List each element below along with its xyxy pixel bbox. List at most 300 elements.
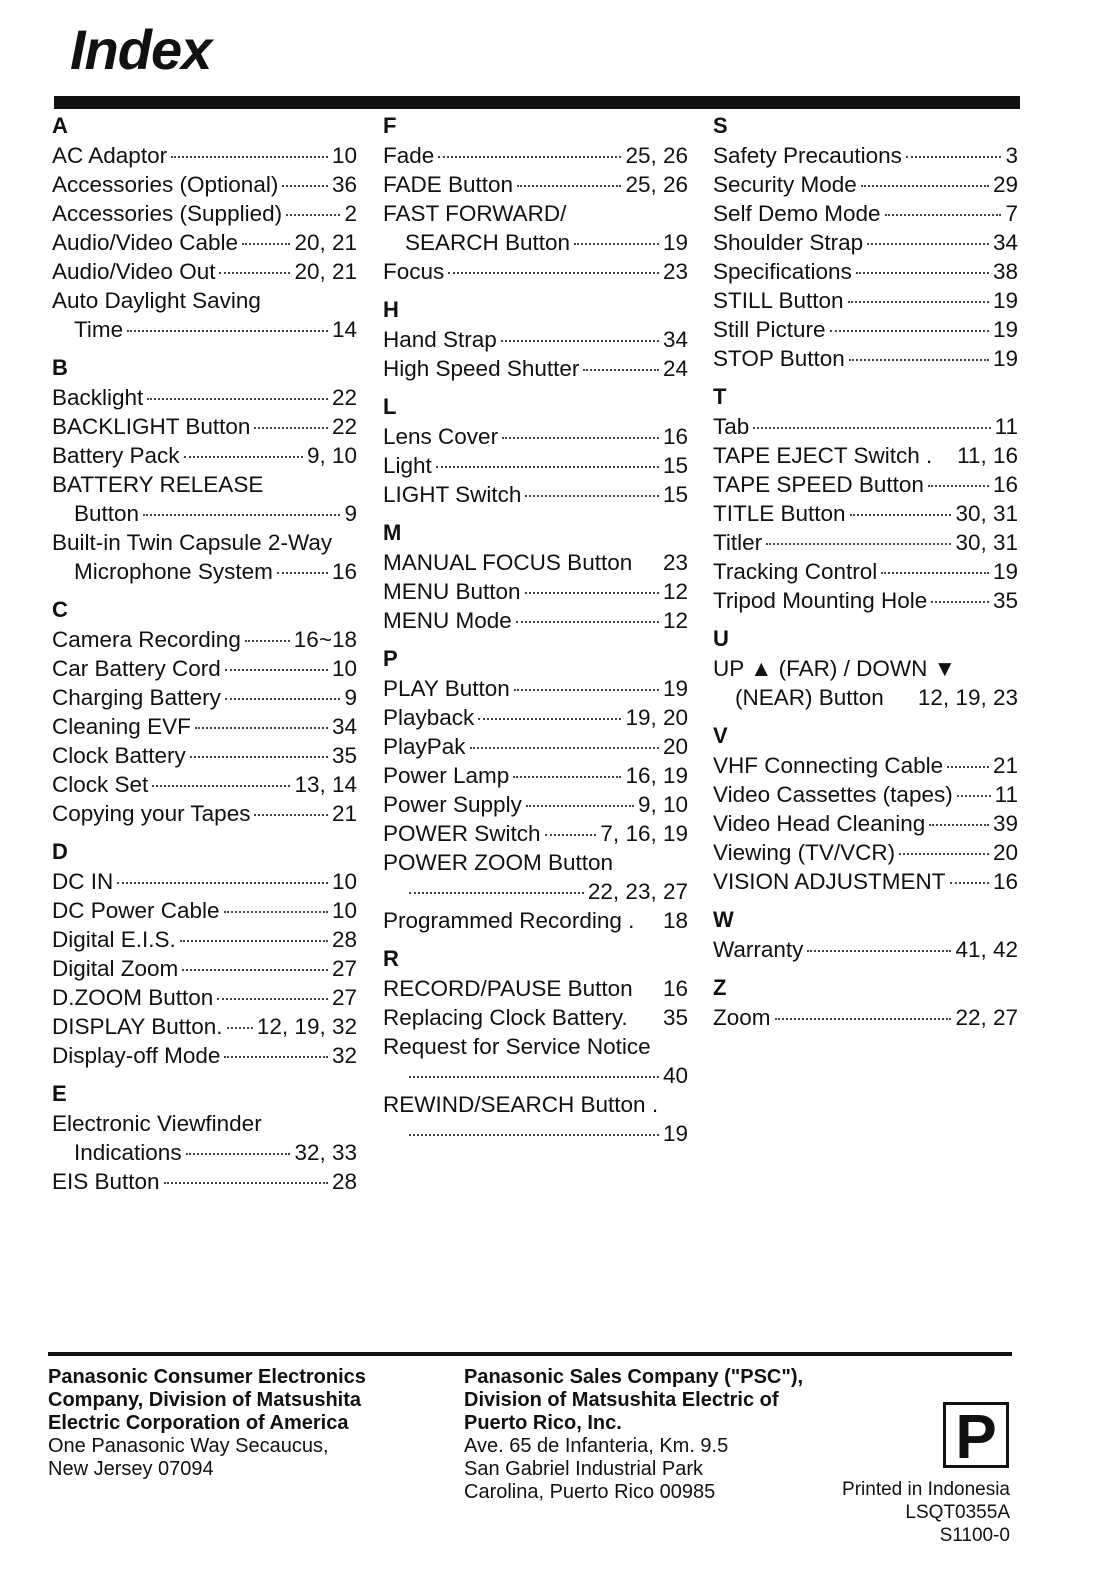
printed-in: Printed in Indonesia [842, 1479, 1010, 1500]
dot-leader [245, 640, 290, 642]
page-number: 19 [662, 676, 688, 701]
entry-label: FAST FORWARD/ [383, 201, 567, 226]
dot-leader [526, 805, 634, 807]
index-entry [713, 867, 1018, 896]
entry-line [713, 228, 1018, 257]
entry-label: Microphone System [74, 559, 273, 584]
page-number: 27 [331, 956, 357, 981]
index-section [713, 972, 1018, 1032]
entry-line [52, 170, 357, 199]
dot-leader [171, 156, 328, 158]
entry-line [52, 412, 357, 441]
page-number: 3 [1005, 143, 1018, 168]
dot-leader [143, 514, 340, 516]
entry-line [383, 877, 688, 906]
index-section [713, 904, 1018, 964]
index-section [713, 110, 1018, 373]
entry-line [52, 315, 357, 344]
address-line: Company, Division of Matsushita [48, 1389, 361, 1411]
bottom-rule [48, 1352, 1012, 1356]
index-entry [713, 344, 1018, 373]
index-entry [383, 732, 688, 761]
entry-label: Battery Pack [52, 443, 180, 468]
page-number: 23 [662, 259, 688, 284]
address-line: Puerto Rico, Inc. [464, 1412, 622, 1434]
entry-label: Power Lamp [383, 763, 510, 788]
entry-line [52, 228, 357, 257]
page-number: 12 [662, 608, 688, 633]
index-entry [713, 170, 1018, 199]
index-column-1 [52, 110, 357, 1196]
dot-leader [225, 698, 341, 700]
entry-line [52, 499, 357, 528]
dot-leader [242, 243, 290, 245]
dot-leader [438, 156, 621, 158]
entry-line [713, 528, 1018, 557]
index-entry [52, 867, 357, 896]
index-entry [713, 315, 1018, 344]
address-line: One Panasonic Way Secaucus, [48, 1435, 329, 1457]
index-entry [52, 257, 357, 286]
entry-label: Display-off Mode [52, 1043, 221, 1068]
index-entry [52, 712, 357, 741]
page-number: 19, 20 [625, 705, 688, 730]
dot-leader [219, 272, 290, 274]
section-letter: P [383, 646, 398, 671]
entry-line [713, 683, 1018, 712]
page-number: 23 [662, 550, 688, 575]
entry-label: UP ▲ (FAR) / DOWN ▼ [713, 656, 956, 681]
entry-label: Audio/Video Cable [52, 230, 238, 255]
section-letter: M [383, 520, 402, 545]
index-entry [52, 412, 357, 441]
entry-line [383, 606, 688, 635]
page-number: 16 [992, 472, 1018, 497]
page-number: 22 [331, 385, 357, 410]
entry-label: Fade [383, 143, 435, 168]
address-usa [48, 1366, 366, 1481]
entry-label: Video Cassettes (tapes) [713, 782, 953, 807]
section-letter: L [383, 394, 397, 419]
entry-line [52, 141, 357, 170]
dot-leader [856, 272, 989, 274]
index-entry [713, 557, 1018, 586]
section-letter: B [52, 355, 68, 380]
entry-line [713, 412, 1018, 441]
index-entry [52, 470, 357, 528]
entry-label: MENU Button [383, 579, 521, 604]
index-entry [383, 548, 688, 577]
entry-line [52, 1012, 357, 1041]
page-number: 16 [662, 424, 688, 449]
entry-label: Warranty [713, 937, 804, 962]
entry-line [52, 654, 357, 683]
page-number: 22, 27 [955, 1005, 1018, 1030]
dot-leader [525, 495, 659, 497]
page-number: 28 [331, 1169, 357, 1194]
entry-label: POWER ZOOM Button [383, 850, 614, 875]
index-entry [383, 1090, 688, 1148]
index-section [383, 643, 688, 935]
index-entry [52, 441, 357, 470]
dot-leader [224, 911, 328, 913]
dot-leader [282, 185, 328, 187]
entry-label: Programmed Recording . [383, 908, 635, 933]
entry-line [383, 1061, 688, 1090]
index-entry [713, 1003, 1018, 1032]
dot-leader [766, 543, 951, 545]
index-entry [52, 1012, 357, 1041]
section-letter: D [52, 839, 68, 864]
page-number: 20, 21 [294, 230, 357, 255]
entry-label: Tab [713, 414, 750, 439]
index-section [713, 720, 1018, 896]
entry-line [52, 441, 357, 470]
dot-leader [409, 1076, 659, 1078]
index-entry [713, 286, 1018, 315]
entry-line [52, 770, 357, 799]
index-section [713, 381, 1018, 615]
revision-code: S1100-0 [939, 1525, 1010, 1546]
dot-leader [881, 572, 989, 574]
dot-leader [254, 814, 328, 816]
index-entry [713, 412, 1018, 441]
dot-leader [190, 756, 328, 758]
index-entry [383, 141, 688, 170]
entry-line [713, 838, 1018, 867]
entry-label: FADE Button [383, 172, 514, 197]
entry-line [713, 499, 1018, 528]
entry-line [383, 480, 688, 509]
section-letter: T [713, 384, 727, 409]
entry-label: PlayPak [383, 734, 466, 759]
entry-label: Accessories (Optional) [52, 172, 279, 197]
index-entry [52, 1109, 357, 1167]
entry-line [713, 780, 1018, 809]
index-section [383, 391, 688, 509]
top-rule [54, 96, 1020, 109]
page-number: 25, 26 [625, 172, 688, 197]
address-line: Ave. 65 de Infanteria, Km. 9.5 [464, 1435, 729, 1457]
index-entry [713, 586, 1018, 615]
page-number: 9, 10 [637, 792, 688, 817]
page-number: 7 [1005, 201, 1018, 226]
dot-leader [227, 1027, 253, 1029]
entry-line [383, 170, 688, 199]
dot-leader [957, 795, 991, 797]
index-entry [713, 654, 1018, 712]
dot-leader [525, 592, 659, 594]
entry-label: D.ZOOM Button [52, 985, 214, 1010]
dot-leader [931, 601, 989, 603]
entry-label: Copying your Tapes [52, 801, 251, 826]
entry-label: Auto Daylight Saving [52, 288, 261, 313]
index-entry [52, 683, 357, 712]
entry-line [383, 325, 688, 354]
page-number: 19 [662, 1121, 688, 1146]
entry-line [52, 954, 357, 983]
index-entry [52, 896, 357, 925]
dot-leader [517, 185, 621, 187]
page-number: 16 [992, 869, 1018, 894]
index-entry [713, 257, 1018, 286]
page-number: 41, 42 [955, 937, 1018, 962]
index-entry [383, 974, 688, 1003]
page-number: 39 [992, 811, 1018, 836]
index-entry [713, 780, 1018, 809]
index-entry [52, 1167, 357, 1196]
dot-leader [436, 466, 659, 468]
index-entry [713, 528, 1018, 557]
page-number: 19 [992, 317, 1018, 342]
page-number: 30, 31 [955, 501, 1018, 526]
page-number: 27 [331, 985, 357, 1010]
entry-label: High Speed Shutter [383, 356, 580, 381]
entry-line [383, 1003, 688, 1032]
index-entry [52, 228, 357, 257]
page-number: 10 [331, 898, 357, 923]
entry-label: Car Battery Cord [52, 656, 221, 681]
page-number: 20 [662, 734, 688, 759]
index-section [52, 110, 357, 344]
index-entry [52, 1041, 357, 1070]
index-entry [713, 809, 1018, 838]
entry-label: Accessories (Supplied) [52, 201, 283, 226]
entry-label: EIS Button [52, 1169, 160, 1194]
index-entry [52, 199, 357, 228]
address-puerto-rico [464, 1366, 803, 1504]
page-number: 10 [331, 869, 357, 894]
dot-leader [127, 330, 328, 332]
page-number: 19 [992, 288, 1018, 313]
index-entry [52, 141, 357, 170]
entry-line [713, 751, 1018, 780]
index-entry [713, 141, 1018, 170]
entry-line [383, 761, 688, 790]
entry-label: Playback [383, 705, 475, 730]
dot-leader [947, 766, 989, 768]
address-line: San Gabriel Industrial Park [464, 1458, 704, 1480]
index-entry [52, 799, 357, 828]
address-line: New Jersey 07094 [48, 1458, 214, 1480]
page-number: 35 [331, 743, 357, 768]
page-number: 22 [331, 414, 357, 439]
page-number: 12, 19, 23 [917, 685, 1018, 710]
page-number: 10 [331, 143, 357, 168]
index-entry [383, 354, 688, 383]
entry-line [383, 674, 688, 703]
dot-leader [775, 1018, 952, 1020]
entry-label: TAPE EJECT Switch . [713, 443, 933, 468]
page-number: 16~18 [293, 627, 357, 652]
page-number: 15 [662, 453, 688, 478]
dot-leader [545, 834, 597, 836]
entry-label: SEARCH Button [405, 230, 571, 255]
page-number: 10 [331, 656, 357, 681]
index-entry [713, 499, 1018, 528]
page-number: 20 [992, 840, 1018, 865]
entry-label: Video Head Cleaning [713, 811, 926, 836]
entry-label: DC Power Cable [52, 898, 220, 923]
entry-line [713, 344, 1018, 373]
dot-leader [184, 456, 303, 458]
page-number: 25, 26 [625, 143, 688, 168]
index-entry [713, 441, 1018, 470]
index-entry [383, 480, 688, 509]
index-entry [383, 257, 688, 286]
page-number: 12 [662, 579, 688, 604]
entry-label: (NEAR) Button [735, 685, 884, 710]
index-section [52, 594, 357, 828]
index-entry [383, 674, 688, 703]
dot-leader [182, 969, 328, 971]
entry-label: REWIND/SEARCH Button . [383, 1092, 659, 1117]
page-number: 38 [992, 259, 1018, 284]
index-entry [383, 170, 688, 199]
index-entry [383, 606, 688, 635]
entry-line [713, 557, 1018, 586]
dot-leader [217, 998, 328, 1000]
entry-line [713, 441, 1018, 470]
entry-line [713, 141, 1018, 170]
entry-line [383, 228, 688, 257]
entry-line [52, 199, 357, 228]
index-entry [383, 577, 688, 606]
entry-label: Safety Precautions [713, 143, 902, 168]
entry-label: Button [74, 501, 140, 526]
section-letter: U [713, 626, 729, 651]
page-number: 40 [662, 1063, 688, 1088]
address-line: Electric Corporation of America [48, 1412, 349, 1434]
entry-label: STOP Button [713, 346, 845, 371]
dot-leader [409, 1134, 659, 1136]
entry-line [52, 1138, 357, 1167]
dot-leader [514, 689, 659, 691]
section-letter: R [383, 946, 399, 971]
dot-leader [899, 853, 989, 855]
entry-line [713, 199, 1018, 228]
dot-leader [147, 398, 328, 400]
entry-label: Security Mode [713, 172, 857, 197]
entry-label: VISION ADJUSTMENT [713, 869, 946, 894]
index-entry [52, 925, 357, 954]
index-section [52, 836, 357, 1070]
entry-label: Viewing (TV/VCR) [713, 840, 896, 865]
index-section [713, 623, 1018, 712]
dot-leader [502, 437, 659, 439]
entry-label: Audio/Video Out [52, 259, 216, 284]
page-number: 24 [662, 356, 688, 381]
entry-line [52, 683, 357, 712]
page-number: 16 [662, 976, 688, 1001]
page-number: 9 [344, 501, 357, 526]
index-section [52, 352, 357, 586]
section-letter: E [52, 1081, 67, 1106]
entry-label: LIGHT Switch [383, 482, 522, 507]
index-entry [383, 819, 688, 848]
index-entry [383, 790, 688, 819]
entry-line [52, 257, 357, 286]
page-number: 13, 14 [294, 772, 357, 797]
index-entry [713, 751, 1018, 780]
dot-leader [574, 243, 659, 245]
entry-line [383, 732, 688, 761]
page-number: 9 [344, 685, 357, 710]
entry-label: Shoulder Strap [713, 230, 864, 255]
page-number: 19 [662, 230, 688, 255]
page-number: 19 [992, 559, 1018, 584]
dot-leader [753, 427, 990, 429]
entry-label: Backlight [52, 385, 144, 410]
index-entry [52, 741, 357, 770]
index-column-2 [383, 110, 688, 1148]
entry-line [52, 383, 357, 412]
dot-leader [830, 330, 989, 332]
index-entry [383, 422, 688, 451]
index-entry [713, 935, 1018, 964]
entry-line [383, 451, 688, 480]
page-number: 32, 33 [294, 1140, 357, 1165]
dot-leader [867, 243, 989, 245]
entry-line [52, 1167, 357, 1196]
page-number: 32 [331, 1043, 357, 1068]
entry-line [713, 586, 1018, 615]
dot-leader [807, 950, 951, 952]
entry-label: Focus [383, 259, 445, 284]
page-number: 28 [331, 927, 357, 952]
entry-line [383, 577, 688, 606]
index-section [52, 1078, 357, 1196]
page-number: 34 [331, 714, 357, 739]
page-number: 11, 16 [957, 443, 1018, 468]
dot-leader [180, 940, 328, 942]
index-section [383, 294, 688, 383]
index-entry [383, 1032, 688, 1090]
index-entry [383, 848, 688, 906]
p-logo: P [943, 1402, 1009, 1468]
dot-leader [950, 882, 989, 884]
index-entry [52, 770, 357, 799]
entry-label: Request for Service Notice [383, 1034, 651, 1059]
index-section [383, 943, 688, 1148]
entry-line [52, 625, 357, 654]
page-number: 16 [331, 559, 357, 584]
index-entry [52, 528, 357, 586]
entry-line [383, 354, 688, 383]
entry-label: Time [74, 317, 124, 342]
dot-leader [448, 272, 659, 274]
entry-line [52, 712, 357, 741]
entry-line [383, 819, 688, 848]
page-number: 20, 21 [294, 259, 357, 284]
dot-leader [286, 214, 340, 216]
section-letter: V [713, 723, 728, 748]
page-number: 29 [992, 172, 1018, 197]
dot-leader [224, 1056, 328, 1058]
section-letter: S [713, 113, 728, 138]
dot-leader [254, 427, 328, 429]
index-entry [52, 654, 357, 683]
section-letter: F [383, 113, 397, 138]
dot-leader [861, 185, 989, 187]
dot-leader [501, 340, 659, 342]
page-number: 34 [662, 327, 688, 352]
index-entry [52, 286, 357, 344]
entry-line [383, 703, 688, 732]
entry-label: Power Supply [383, 792, 522, 817]
entry-line [383, 906, 688, 935]
page-number: 21 [992, 753, 1018, 778]
